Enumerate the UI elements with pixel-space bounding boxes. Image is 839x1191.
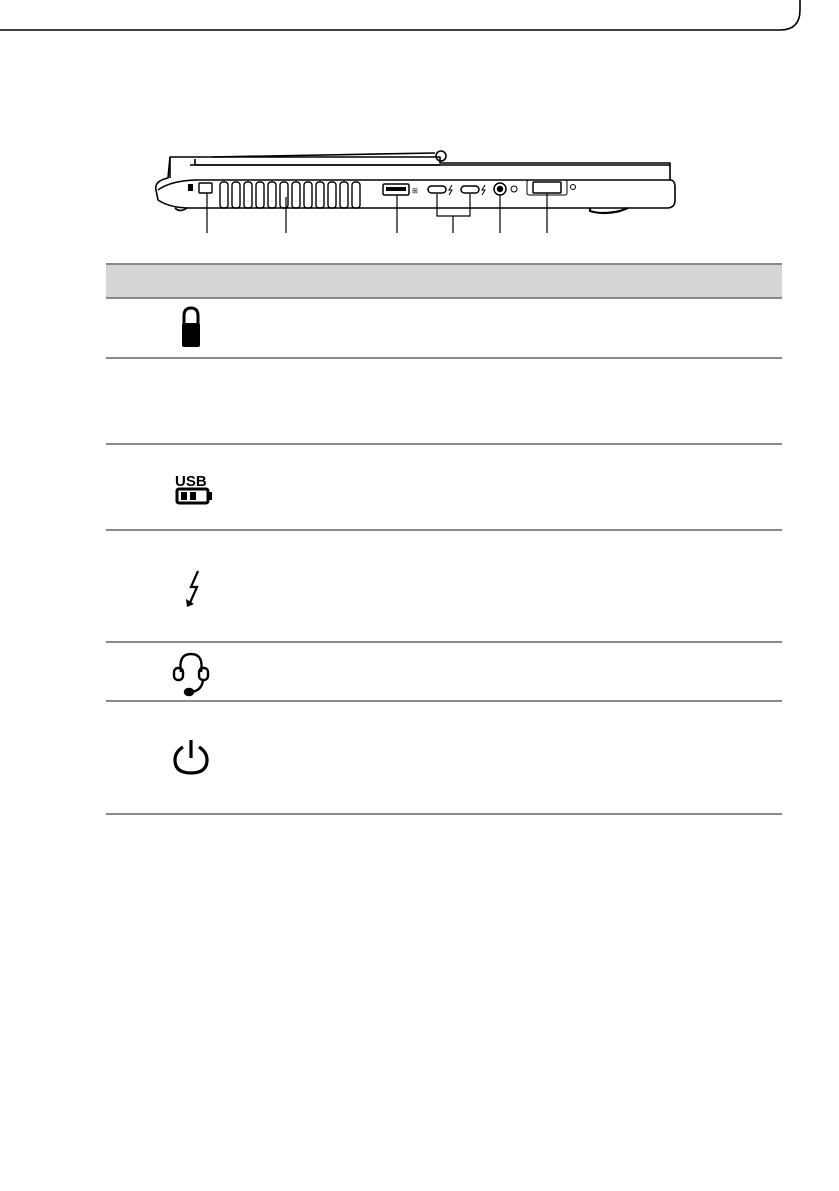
usb-a-port bbox=[383, 184, 418, 195]
usb-c-ports bbox=[428, 185, 485, 195]
laptop-side-view-illustration bbox=[150, 145, 680, 235]
table-row bbox=[106, 643, 782, 702]
thunderbolt-icon bbox=[164, 565, 218, 619]
table-header bbox=[106, 263, 782, 299]
svg-text:USB: USB bbox=[175, 473, 207, 490]
audio-jack bbox=[494, 183, 517, 195]
headset-icon bbox=[164, 646, 218, 700]
page-corner-mark bbox=[0, 0, 839, 60]
callout-leaders bbox=[207, 193, 547, 233]
table-row bbox=[106, 359, 782, 445]
table-row bbox=[106, 445, 782, 531]
power-icon bbox=[164, 732, 218, 786]
table-row bbox=[106, 299, 782, 359]
fan-vents bbox=[220, 182, 360, 208]
table-row bbox=[106, 702, 782, 815]
power-button bbox=[527, 180, 576, 195]
ports-table bbox=[106, 263, 782, 815]
svg-text:⊞: ⊞ bbox=[412, 188, 418, 195]
table-row bbox=[106, 531, 782, 643]
usb-charging-icon bbox=[164, 462, 218, 516]
lock-icon bbox=[164, 302, 218, 356]
lock-slot bbox=[188, 183, 212, 193]
